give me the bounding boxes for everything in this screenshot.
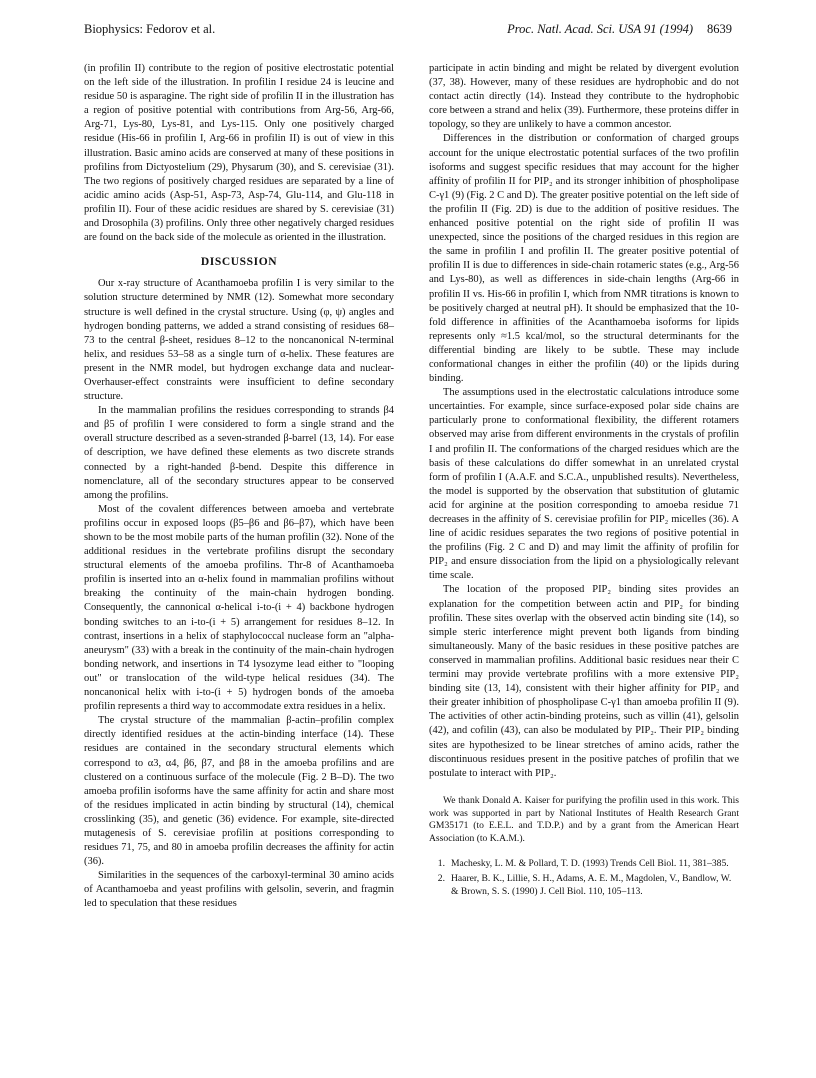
paragraph: The location of the proposed PIP₂ binding sites provides an explanation for the competition between actin and PIP₂ for binding profilin. These sites overlap with the observed actin binding site (14), so simple steric interference might prevent both ligands from binding simultaneously. Many of the basic residues in these positive patches are conserved in mammalian profilins. Additional basic residues near their C termini may provide vertebrate profilins with a more extensive PIP₂ binding site (13, 14), consistent with their higher affinity for PIP₂ and their greater inhibition of phospholipase C-γ1 than amoeba profilin II (9). The activities of other actin-binding proteins, such as villin (41), gelsolin (42), and cofilin (43), can also be modulated by PIP₂. Their PIP₂ binding sites are hypothesized to be linear stretches of amino acids, rather the discontinuous residues present in the positive patches of profilin that we postulate to interact with PIP₂. xyxy=(429,584,739,779)
paragraph: (in profilin II) contribute to the region of positive electrostatic potential on the left side of the illustration. In profilin I residue 24 is leucine and residue 50 is asparagine. The right side of profilin II in the illustration has a region of positive potential with contributions from Arg-56, Arg-66, Arg-71, Lys-80, Lys-81, and Lys-115. Only one positively charged residue (His-66 in profilin I, Arg-66 in profilin II) is out of view in this illustration. Basic amino acids are conserved at many of these positions in profilins from Dictyostelium (29), Physarum (30), and S. cerevisiae (31). The two regions of positively charged residues are separated by a line of acidic amino acids (Asp-51, Asp-73, Asp-74, Glu-114, and Glu-118 in profilin II). Four of these acidic residues are shared by S. cerevisiae (31) and Drosophila (3) profilins. Only three other negatively charged residues are found on the back side of the molecule as oriented in the illustration. xyxy=(84,63,394,244)
journal-citation: Proc. Natl. Acad. Sci. USA 91 (1994) xyxy=(507,22,693,36)
reference-number: 2. xyxy=(437,872,445,884)
section-heading-discussion: DISCUSSION xyxy=(200,256,278,269)
paragraph: Most of the covalent differences between amoeba and vertebrate profilins occur in exposed loops (β5–β6 and β6–β7), which have been shown to be the most mobile parts of the human profilin (32). None of the additional residues in the vertebrate profilins disrupt the secondary structural elements of the amoeba profilins. Thr-8 of Acanthamoeba profilin is inserted into an α-helix found in mammalian profilins without breaking the continuity of the main-chain hydrogen bonding. Consequently, the cannonical α-helical i-to-(i + 4) backbone hydrogen bonding switches to an i-to-(i + 5) arrangement for residues 8–12. In contrast, insertions in a helix of staphylococcal nuclease form an "alpha-aneurysm" (33) with a break in the continuity of the main-chain hydrogen bonding network, and insertions in T4 lysozyme lead either to "looping out" or translocation of the wild-type helical residues (34). The noncanonical helix with i-to-(i + 5) hydrogen bonds of the amoeba profilin represents a third way to accommodate extra residues in a helix. xyxy=(84,503,394,713)
page-header xyxy=(84,22,732,40)
reference-text: Haarer, B. K., Lillie, S. H., Adams, A. E. M., Magdolen, V., Bandlow, W. & Brown, S. S. (1990) J. Cell Biol. 110, 105–113. xyxy=(451,872,732,897)
paragraph: The crystal structure of the mammalian β-actin–profilin complex directly identified residues at the actin-binding interface (14). These residues are contained in the secondary structural elements which correspond to α3, α4, β6, β7, and β8 in the amoeba profilins and are clustered on a continuous surface of the molecule (Fig. 2 B–D). The two amoeba profilin isoforms have the same affinity for actin and share most of the residues implicated in actin binding by structural (14), chemical crosslinking (35), and genetic (36) evidence. For example, site-directed mutagenesis of S. cerevisiae profilin at positions corresponding to residues 71, 75, and 80 in amoeba profilin decreases the affinity for actin (36). xyxy=(84,715,394,868)
paragraph: Similarities in the sequences of the carboxyl-terminal 30 amino acids of Acanthamoeba and yeast profilins with gelsolin, severin, and fragmin led to speculation that these residues xyxy=(84,870,394,910)
running-head-right xyxy=(507,22,732,37)
paragraph: participate in actin binding and might be related by divergent evolution (37, 38). However, many of these residues are hydrophobic and do not contact actin directly (14). Instead they contribute to the hydrophobic core between a strand and helix (39). Furthermore, these proteins differ in topology, so they are unlikely to have a common ancestor. xyxy=(429,63,739,131)
acknowledgment: We thank Donald A. Kaiser for purifying the profilin used in this work. This work was supported in part by National Institutes of Health Research Grant GM35171 (to E.E.L. and T.D.P.) and by a grant from the American Heart Association (to K.A.M.). xyxy=(429,794,739,845)
reference-text: Machesky, L. M. & Pollard, T. D. (1993) Trends Cell Biol. 11, 381–385. xyxy=(451,857,729,869)
page-number: 8639 xyxy=(707,22,732,36)
paragraph: Differences in the distribution or conformation of charged groups account for the unique electrostatic potential surfaces of the two profilin isoforms and suggest specific residues that may account for the higher affinity of profilin II for PIP₂ and its stronger inhibition of phospholipase C-γ1 (9) (Fig. 2 C and D). The greater positive potential on the left side of the profilin II (Fig. 2D) is due to the addition of positive residues. The enhanced positive potential on the right side of profilin II was unexpected, since the positions of the charged residues in this region are the same in profilin I and profilin II. The greater positive potential of profilin II is due to differences in side-chain rotameric states (e.g., Arg-56 and Lys-80), as well as differences in side-chain lengths (Arg-66 in profilin II vs. His-66 in profilin I, which from NMR titrations is known to be positively charged at neutral pH). It should be emphasized that the 10-fold difference in affinities of the Acanthamoeba isoforms for lipids represents only ≈1.5 kcal/mol, so the structural determinants for the differential binding are likely to be subtle. These may include conformational changes in either the profilin (40) or the lipids during binding. xyxy=(429,133,739,385)
reference-list xyxy=(429,858,739,898)
reference-number: 1. xyxy=(437,857,445,869)
reference-item xyxy=(429,873,739,899)
running-head-section: Biophysics: Fedorov et al. xyxy=(84,22,216,36)
paragraph: Our x-ray structure of Acanthamoeba profilin I is very similar to the solution structure determined by NMR (12). Somewhat more secondary structure is well defined in the crystal structure. Using (φ, ψ) angles and hydrogen bonding patterns, we added a strand consisting of residues 68–73 to the central β-sheet, residues 8–12 to the noncanonical N-terminal helix, and residues 53–58 as a single turn of α-helix. These features are present in the NMR model, but hydrogen exchange data and nuclear-Overhauser-effect constraints were insufficient to define secondary structure. xyxy=(84,278,394,403)
paragraph: The assumptions used in the electrostatic calculations introduce some uncertainties. For example, since surface-exposed polar side chains are particularly prone to conformational flexibility, the different rotamers observed may arise from different environments in the crystals of profilin I and profilin II. The conformations of the charged residues which are the basis of these calculations do differ somewhat in an unrelated crystal form of profilin I (A.A.F. and S.C.A., unpublished results). Nevertheless, the model is supported by the observation that substitution of glutamic acid for arginine at the position corresponding to amoeba residue 71 decreases in the affinity of S. cerevisiae profilin for PIP₂ micelles (36). A line of acidic residues separates the two regions of positive potential in the profilins (Fig. 2 C and D) and may limit the affinity of profilin for PIP₂ and ensure dissociation from the lipid on a physiologically relevant time scale. xyxy=(429,387,739,582)
left-column xyxy=(84,62,394,912)
right-column xyxy=(429,62,739,900)
reference-item xyxy=(429,858,739,871)
paragraph: In the mammalian profilins the residues corresponding to strands β4 and β5 of profilin I were considered to form a single strand and the overall structure described as a seven-stranded β-barrel (13, 14). For ease of description, we have defined these elements as two discrete strands connected by a right-handed β-bend. Despite this difference in nomenclature, all of the secondary structures appear to be conserved among the profilins. xyxy=(84,405,394,501)
